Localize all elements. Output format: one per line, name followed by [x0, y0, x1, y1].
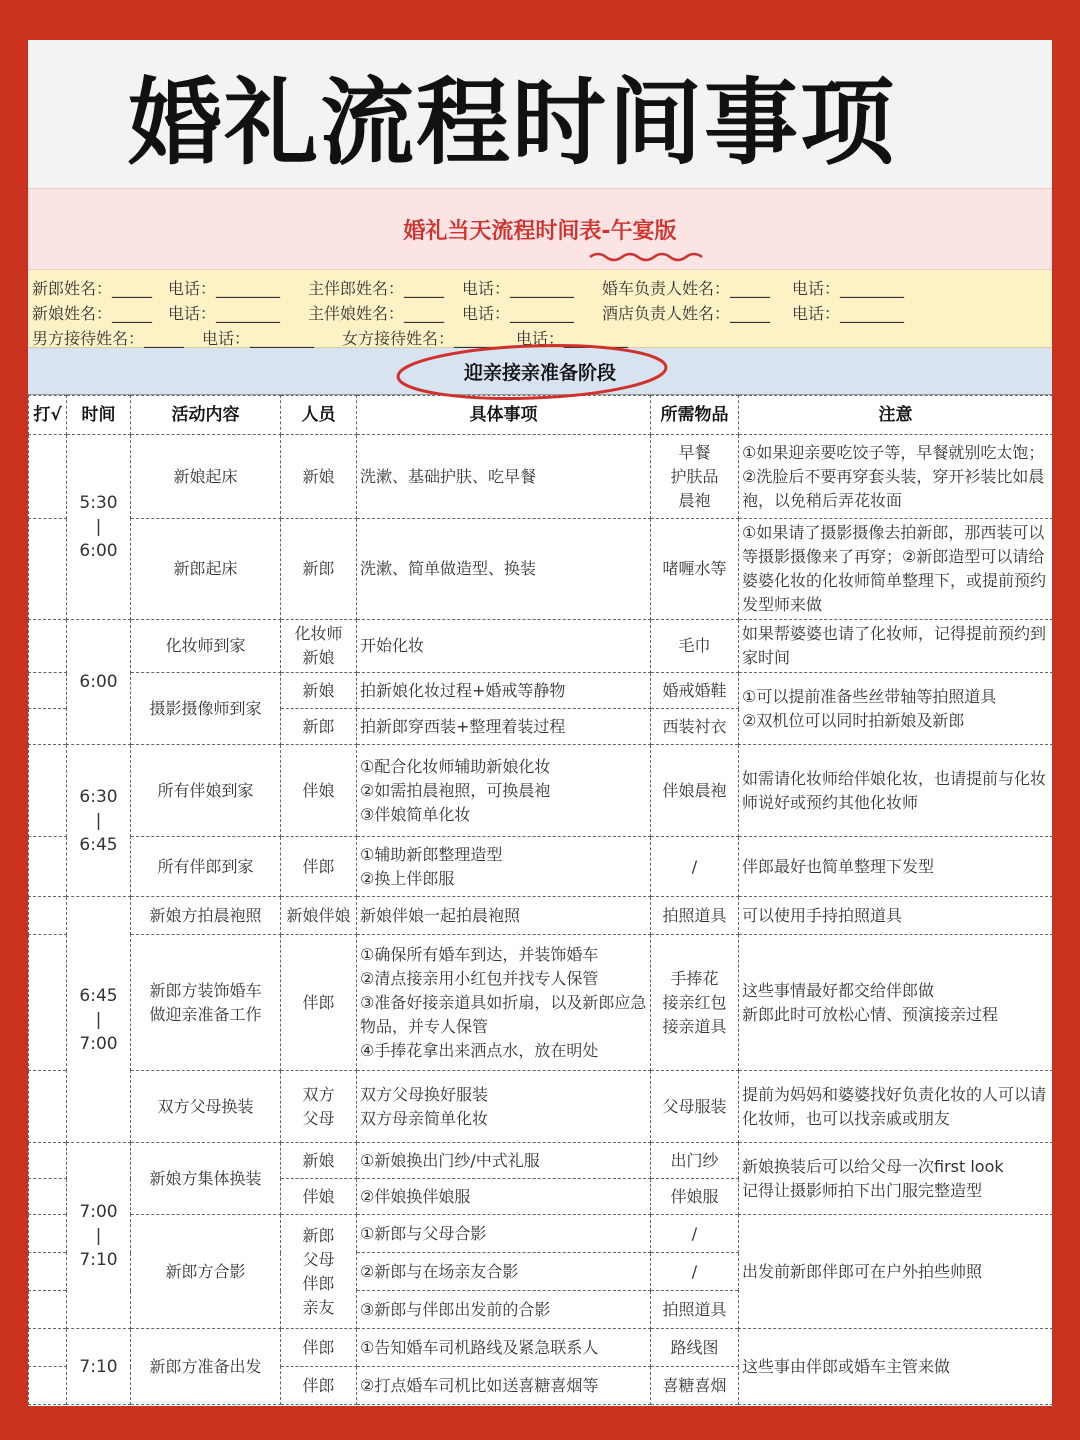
- groom-phone-field[interactable]: 电话：________: [168, 279, 281, 298]
- people-cell: 双方 父母: [281, 1071, 357, 1143]
- header-people: 人员: [281, 396, 357, 435]
- checkbox-cell[interactable]: [29, 1253, 67, 1291]
- checkbox-cell[interactable]: [29, 897, 67, 935]
- table-row: [29, 673, 1053, 709]
- checkbox-cell[interactable]: [29, 1329, 67, 1367]
- table-row: [29, 837, 1053, 897]
- people-cell: 新娘: [281, 435, 357, 519]
- detail-cell: 开始化妆: [357, 620, 651, 673]
- checkbox-cell[interactable]: [29, 837, 67, 897]
- items-cell: 父母服装: [651, 1071, 739, 1143]
- checkbox-cell[interactable]: [29, 1179, 67, 1215]
- checkbox-cell[interactable]: [29, 519, 67, 620]
- detail-cell: ③新郎与伴郎出发前的合影: [357, 1291, 651, 1329]
- checkbox-cell[interactable]: [29, 1367, 67, 1405]
- people-cell: 伴郎: [281, 935, 357, 1071]
- activity-cell: 新郎方准备出发: [131, 1329, 281, 1405]
- car-manager-name-field[interactable]: 婚车负责人姓名：_____: [602, 279, 771, 298]
- time-cell: 6:30 | 6:45: [67, 745, 131, 897]
- time-cell: 6:45 | 7:00: [67, 897, 131, 1143]
- activity-cell: 新娘起床: [131, 435, 281, 519]
- checkbox-cell[interactable]: [29, 620, 67, 673]
- detail-cell: ①辅助新郎整理造型 ②换上伴郎服: [357, 837, 651, 897]
- people-cell: 新娘伴娘: [281, 897, 357, 935]
- table-row: [29, 620, 1053, 673]
- items-cell: /: [651, 837, 739, 897]
- info-row-1: [30, 276, 1052, 301]
- people-cell: 伴娘: [281, 1179, 357, 1215]
- detail-cell: ①配合化妆师辅助新娘化妆 ②如需拍晨袍照，可换晨袍 ③伴娘简单化妆: [357, 745, 651, 837]
- detail-cell: 洗漱、简单做造型、换装: [357, 519, 651, 620]
- contact-info-panel: [28, 270, 1052, 348]
- header-time: 时间: [67, 396, 131, 435]
- note-cell: 出发前新郎伴郎可在户外拍些帅照: [739, 1215, 1053, 1329]
- table-row: [29, 1215, 1053, 1253]
- items-cell: 婚戒婚鞋: [651, 673, 739, 709]
- note-cell: 如果帮婆婆也请了化妆师，记得提前预约到家时间: [739, 620, 1053, 673]
- items-cell: 拍照道具: [651, 1291, 739, 1329]
- hotel-manager-name-field[interactable]: 酒店负责人姓名：_____: [602, 304, 771, 323]
- best-man-name-field[interactable]: 主伴郎姓名：_____: [308, 279, 445, 298]
- checkbox-cell[interactable]: [29, 1291, 67, 1329]
- items-cell: 路线图: [651, 1329, 739, 1367]
- activity-cell: 摄影摄像师到家: [131, 673, 281, 745]
- items-cell: 拍照道具: [651, 897, 739, 935]
- table-row: [29, 1143, 1053, 1179]
- items-cell: 伴娘服: [651, 1179, 739, 1215]
- activity-cell: 新郎起床: [131, 519, 281, 620]
- activity-cell: 新郎方合影: [131, 1215, 281, 1329]
- hotel-manager-phone-field[interactable]: 电话：________: [792, 304, 905, 323]
- schedule-table: [28, 395, 1052, 1405]
- table-row: [29, 519, 1053, 620]
- maid-of-honor-name-field[interactable]: 主伴娘姓名：_____: [308, 304, 445, 323]
- note-cell: 提前为妈妈和婆婆找好负责化妆的人可以请化妆师，也可以找亲戚或朋友: [739, 1071, 1053, 1143]
- items-cell: 早餐 护肤品 晨袍: [651, 435, 739, 519]
- activity-cell: 新郎方装饰婚车 做迎亲准备工作: [131, 935, 281, 1071]
- bride-name-field[interactable]: 新娘姓名：_____: [32, 304, 153, 323]
- detail-cell: 新娘伴娘一起拍晨袍照: [357, 897, 651, 935]
- groom-host-name-field[interactable]: 男方接待姓名：_____: [32, 329, 185, 348]
- note-cell: ①如果请了摄影摄像去拍新郎，那西装可以等摄影摄像来了再穿；②新郎造型可以请给婆婆化妆的化妆师简单整理下，或提前预约发型师来做: [739, 519, 1053, 620]
- detail-cell: ①新郎与父母合影: [357, 1215, 651, 1253]
- note-cell: ①可以提前准备些丝带轴等拍照道具 ②双机位可以同时拍新娘及新郎: [739, 673, 1053, 745]
- detail-cell: ②伴娘换伴娘服: [357, 1179, 651, 1215]
- info-row-2: [30, 301, 1052, 326]
- detail-cell: ①告知婚车司机路线及紧急联系人: [357, 1329, 651, 1367]
- people-cell: 伴郎: [281, 1329, 357, 1367]
- people-cell: 伴郎: [281, 837, 357, 897]
- sheet-title: 婚礼当天流程时间表-午宴版: [403, 218, 677, 244]
- detail-cell: 拍新郎穿西装+整理着装过程: [357, 709, 651, 745]
- bride-host-phone-field[interactable]: 电话：________: [516, 329, 629, 348]
- groom-host-phone-field[interactable]: 电话：________: [202, 329, 315, 348]
- bride-phone-field[interactable]: 电话：________: [168, 304, 281, 323]
- table-row: [29, 935, 1053, 1071]
- time-cell: 7:00 | 7:10: [67, 1143, 131, 1329]
- stage-row: [28, 348, 1052, 395]
- time-cell: 5:30 | 6:00: [67, 435, 131, 620]
- items-cell: 喜糖喜烟: [651, 1367, 739, 1405]
- note-cell: 如需请化妆师给伴娘化妆，也请提前与化妆师说好或预约其他化妆师: [739, 745, 1053, 837]
- header-check: 打√: [29, 396, 67, 435]
- people-cell: 新郎 父母 伴郎 亲友: [281, 1215, 357, 1329]
- note-cell: 新娘换装后可以给父母一次first look 记得让摄影师拍下出门服完整造型: [739, 1143, 1053, 1215]
- checkbox-cell[interactable]: [29, 745, 67, 837]
- table-row: [29, 897, 1053, 935]
- best-man-phone-field[interactable]: 电话：________: [462, 279, 575, 298]
- detail-cell: ①确保所有婚车到达，并装饰婚车 ②清点接亲用小红包并找专人保管 ③准备好接亲道具如折扇，以及新郎应急物品，并专人保管 ④手捧花拿出来洒点水，放在明处: [357, 935, 651, 1071]
- items-cell: 毛巾: [651, 620, 739, 673]
- bride-host-name-field[interactable]: 女方接待姓名：_____: [342, 329, 495, 348]
- checkbox-cell[interactable]: [29, 709, 67, 745]
- activity-cell: 所有伴郎到家: [131, 837, 281, 897]
- car-manager-phone-field[interactable]: 电话：________: [792, 279, 905, 298]
- squiggle-underline-icon: [588, 249, 708, 263]
- detail-cell: ②新郎与在场亲友合影: [357, 1253, 651, 1291]
- header-note: 注意: [739, 396, 1053, 435]
- header-activity: 活动内容: [131, 396, 281, 435]
- people-cell: 新娘: [281, 673, 357, 709]
- checkbox-cell[interactable]: [29, 1071, 67, 1143]
- detail-cell: ②打点婚车司机比如送喜糖喜烟等: [357, 1367, 651, 1405]
- header-items: 所需物品: [651, 396, 739, 435]
- note-cell: 伴郎最好也简单整理下发型: [739, 837, 1053, 897]
- checkbox-cell[interactable]: [29, 673, 67, 709]
- hero-banner: [28, 40, 1052, 188]
- detail-cell: 拍新娘化妆过程+婚戒等静物: [357, 673, 651, 709]
- table-row: [29, 435, 1053, 519]
- items-cell: 伴娘晨袍: [651, 745, 739, 837]
- detail-cell: ①新娘换出门纱/中式礼服: [357, 1143, 651, 1179]
- hero-title: 婚礼流程时间事项: [128, 68, 897, 178]
- items-cell: 啫喱水等: [651, 519, 739, 620]
- checkbox-cell[interactable]: [29, 1143, 67, 1179]
- people-cell: 新郎: [281, 519, 357, 620]
- detail-cell: 双方父母换好服装 双方母亲简单化妆: [357, 1071, 651, 1143]
- stage-title: 迎亲接亲准备阶段: [463, 361, 616, 384]
- time-cell: 6:00: [67, 620, 131, 745]
- checkbox-cell[interactable]: [29, 935, 67, 1071]
- activity-cell: 化妆师到家: [131, 620, 281, 673]
- document-card: [28, 40, 1052, 1406]
- table-row: [29, 745, 1053, 837]
- checkbox-cell[interactable]: [29, 435, 67, 519]
- note-cell: 这些事情最好都交给伴郎做 新郎此时可放松心情、预演接亲过程: [739, 935, 1053, 1071]
- people-cell: 新郎: [281, 709, 357, 745]
- items-cell: 西装衬衣: [651, 709, 739, 745]
- maid-of-honor-phone-field[interactable]: 电话：________: [462, 304, 575, 323]
- sheet-title-row: [28, 188, 1052, 270]
- people-cell: 化妆师 新娘: [281, 620, 357, 673]
- note-cell: 这些事由伴郎或婚车主管来做: [739, 1329, 1053, 1405]
- activity-cell: 双方父母换装: [131, 1071, 281, 1143]
- people-cell: 伴郎: [281, 1367, 357, 1405]
- note-cell: 可以使用手持拍照道具: [739, 897, 1053, 935]
- activity-cell: 所有伴娘到家: [131, 745, 281, 837]
- detail-cell: 洗漱、基础护肤、吃早餐: [357, 435, 651, 519]
- header-detail: 具体事项: [357, 396, 651, 435]
- items-cell: /: [651, 1253, 739, 1291]
- checkbox-cell[interactable]: [29, 1215, 67, 1253]
- note-cell: ①如果迎亲要吃饺子等，早餐就别吃太饱；②洗脸后不要再穿套头装，穿开衫装比如晨袍，以免稍后弄花妆面: [739, 435, 1053, 519]
- groom-name-field[interactable]: 新郎姓名：_____: [32, 279, 153, 298]
- table-row: [29, 1329, 1053, 1367]
- people-cell: 伴娘: [281, 745, 357, 837]
- table-row: [29, 1071, 1053, 1143]
- time-cell: 7:10: [67, 1329, 131, 1405]
- items-cell: 手捧花 接亲红包 接亲道具: [651, 935, 739, 1071]
- activity-cell: 新娘方拍晨袍照: [131, 897, 281, 935]
- items-cell: /: [651, 1215, 739, 1253]
- items-cell: 出门纱: [651, 1143, 739, 1179]
- people-cell: 新娘: [281, 1143, 357, 1179]
- activity-cell: 新娘方集体换装: [131, 1143, 281, 1215]
